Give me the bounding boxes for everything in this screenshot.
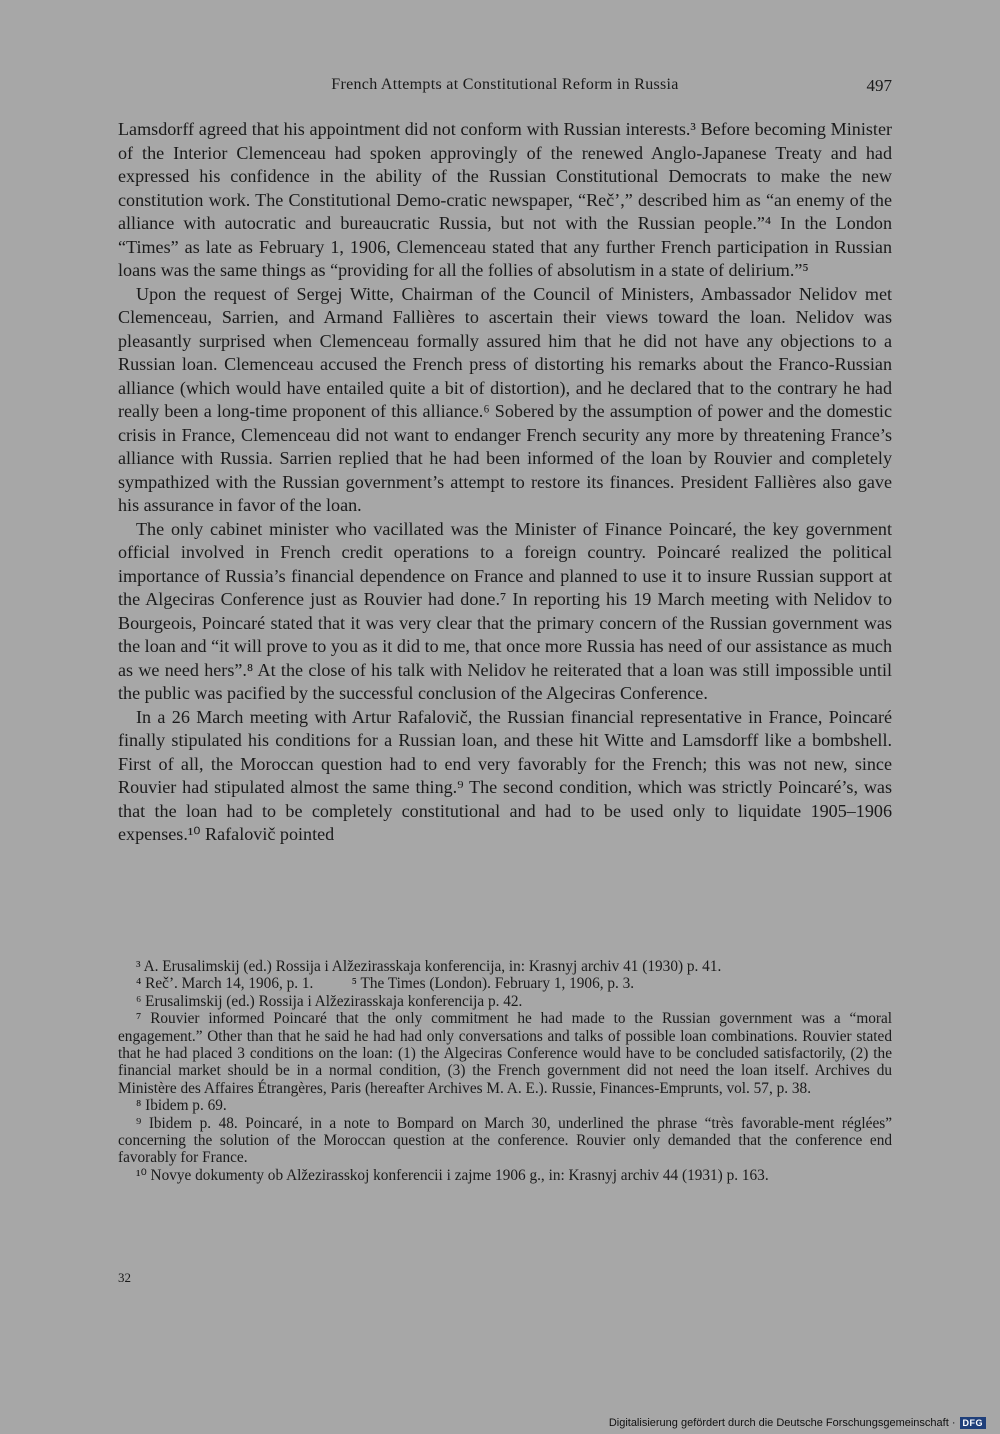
footnote: ⁷ Rouvier informed Poincaré that the only commitment he had made to the Russian government was a “moral engagement.” Other than that he said he had had only conversations and talks of possible loan combinations. Rouvier stated that he had placed 3 conditions on the loan: (1) the Algeciras Conference would have to be concluded satisfactorily, (2) the financial market should be in a normal condition, (3) the French government did not need the loan itself. Archives du Ministère des Affaires Étrangères, Paris (hereafter Archives M. A. E.). Russie, Finances-Emprunts, vol. 57, p. 38. [118,1010,892,1097]
footnote: ¹⁰ Novye dokumenty ob Alžezirasskoj konferencii i zajme 1906 g., in: Krasnyj archiv 44 (1931) p. 163. [136,1166,769,1184]
dfg-logo-icon[interactable]: DFG [960,1417,987,1429]
signature-mark: 32 [118,1270,131,1285]
main-text [118,118,892,847]
paragraph: The only cabinet minister who vacillated was the Minister of Finance Poincaré, the key government official involved in French credit operations to a foreign country. Poincaré realized the political importance of Russia’s financial dependence on France and planned to use it to insure Russian support at the Algeciras Conference just as Rouvier had done.⁷ In reporting his 19 March meeting with Nelidov to Bourgeois, Poincaré stated that it was very clear that the primary concern of the Russian government was the loan and “it will prove to you as it did to me, that once more Russia has need of our assistance as much as we need hers”.⁸ At the close of his talk with Nelidov he reiterated that a loan was still impossible until the public was pacified by the successful conclusion of the Algeciras Conference. [118,518,892,703]
footnotes [118,958,892,1184]
funding-footer [609,1416,986,1430]
footnote: ⁹ Ibidem p. 48. Poincaré, in a note to Bompard on March 30, underlined the phrase “très favorable-ment réglées” concerning the solution of the Moroccan question at the conference. Rouvier only demanded that the conference end favorably for France. [118,1114,892,1167]
page-header [118,76,892,100]
footnote: ⁶ Erusalimskij (ed.) Rossija i Alžezirasskaja konferencija p. 42. [136,992,523,1010]
paragraph: In a 26 March meeting with Artur Rafalovič, the Russian financial representative in France, Poincaré finally stipulated his conditions for a Russian loan, and these hit Witte and Lamsdorff like a bombshell. First of all, the Moroccan question had to end very favorably for the French; this was not new, since Rouvier had stipulated almost the same thing.⁹ The second condition, which was strictly Poincaré’s, was that the loan had to be completely constitutional and had to be used only to liquidate 1905–1906 expenses.¹⁰ Rafalovič pointed [118,706,892,844]
footnote: ⁸ Ibidem p. 69. [136,1097,227,1115]
page-number: 497 [866,76,892,95]
footnote: ³ A. Erusalimskij (ed.) Rossija i Alžezirasskaja konferencija, in: Krasnyj archiv 41 (1930) p. 41. [136,958,722,975]
paragraph: Upon the request of Sergej Witte, Chairman of the Council of Ministers, Ambassador Nelidov met Clemenceau, Sarrien, and Armand Fallières to ascertain their views toward the loan. Nelidov was pleasantly surprised when Clemenceau formally assured him that he did not have any objections to a Russian loan. Clemenceau accused the French press of distorting his remarks about the Franco-Russian alliance (which would have entailed quite a bit of distortion), and he declared that to the contrary he had really been a long-time proponent of this alliance.⁶ Sobered by the assumption of power and the domestic crisis in France, Clemenceau did not want to endanger French security any more by threatening France’s alliance with Russia. Sarrien replied that he had been informed of the loan by Rouvier and completely sympathized with the Russian government’s attempt to restore its finances. President Fallières also gave his assurance in favor of the loan. [118,283,892,515]
running-head: French Attempts at Constitutional Reform in Russia [331,76,679,93]
funding-text: Digitalisierung gefördert durch die Deutsche Forschungsgemeinschaft · [608,1417,956,1429]
footnote: ⁴ Reč’. March 14, 1906, p. 1. ⁵ The Times (London). February 1, 1906, p. 3. [136,975,635,993]
paragraph: Lamsdorff agreed that his appointment did not conform with Russian interests.³ Before becoming Minister of the Interior Clemenceau had spoken approvingly of the renewed Anglo-Japanese Treaty and had expressed his confidence in the ability of the Russian Constitutional Democrats to make the new constitution work. The Constitutional Demo-cratic newspaper, “Reč’,” described him as “an enemy of the alliance with autocratic and bureaucratic Russia, but not with the Russian people.”⁴ In the London “Times” as late as February 1, 1906, Clemenceau stated that any further French participation in Russian loans was the same things as “providing for all the follies of absolutism in a state of delirium.”⁵ [118,119,892,280]
